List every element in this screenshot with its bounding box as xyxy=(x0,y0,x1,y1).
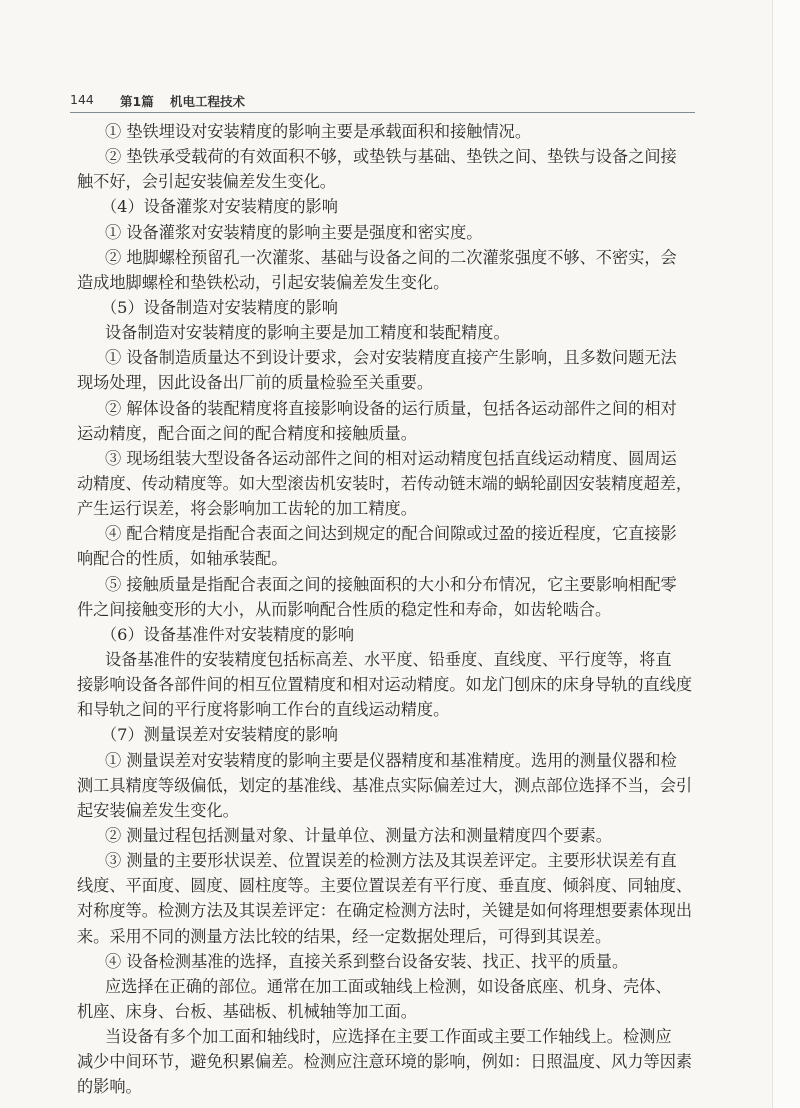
text-line: 产生运行误差，将会影响加工齿轮的加工精度。 xyxy=(77,499,417,519)
text-line: （7）测量误差对安装精度的影响 xyxy=(101,725,338,745)
text-line: （4）设备灌浆对安装精度的影响 xyxy=(101,197,338,217)
text-line: 的影响。 xyxy=(77,1077,142,1097)
text-line: 和导轨之间的平行度将影响工作台的直线运动精度。 xyxy=(77,700,450,720)
paragraph xyxy=(77,144,677,194)
running-header xyxy=(70,90,695,112)
section-heading xyxy=(77,194,658,219)
text-line: 件之间接触变形的大小，从而影响配合性质的稳定性和寿命，如齿轮啮合。 xyxy=(77,599,612,619)
text-line: （5）设备制造对安装精度的影响 xyxy=(101,297,338,317)
body-text xyxy=(77,119,693,1099)
text-line: 对称度等。检测方法及其误差评定：在确定检测方法时，关键是如何将理想要素体现出 xyxy=(77,901,693,921)
paragraph xyxy=(77,647,693,722)
paragraph xyxy=(77,119,658,144)
text-line: 起安装偏差发生变化。 xyxy=(77,800,239,820)
text-line: ② 测量过程包括测量对象、计量单位、测量方法和测量精度四个要素。 xyxy=(105,825,612,845)
text-line: 当设备有多个加工面和轴线时，应选择在主要工作面或主要工作轴线上。检测应 xyxy=(105,1027,672,1047)
text-line: ④ 设备检测基准的选择，直接关系到整台设备安装、找正、找平的质量。 xyxy=(105,951,629,971)
text-line: 机座、床身、台板、基础板、机械轴等加工面。 xyxy=(77,1001,417,1021)
text-line: ④ 配合精度是指配合表面之间达到规定的配合间隙或过盈的接近程度，它直接影 xyxy=(105,524,677,544)
paragraph xyxy=(77,446,693,521)
text-line: （6）设备基准件对安装精度的影响 xyxy=(101,624,355,644)
paragraph xyxy=(77,396,677,446)
text-line: 测工具精度等级偏低，划定的基准线、基准点实际偏差过大，测点部位选择不当，会引 xyxy=(77,775,693,795)
part-label: 第1篇 xyxy=(120,94,154,109)
paragraph xyxy=(77,320,658,345)
text-line: 线度、平面度、圆度、圆柱度等。主要位置误差有平行度、垂直度、倾斜度、同轴度、 xyxy=(77,876,693,896)
paragraph xyxy=(77,345,677,395)
text-line: 设备制造对安装精度的影响主要是加工精度和装配精度。 xyxy=(105,323,510,343)
section-heading xyxy=(77,622,658,647)
text-line: 应选择在正确的部位。通常在加工面或轴线上检测，如设备底座、机身、壳体、 xyxy=(105,976,672,996)
text-line: ① 垫铁埋设对安装精度的影响主要是承载面积和接触情况。 xyxy=(105,122,532,141)
paragraph xyxy=(77,748,693,823)
paragraph xyxy=(77,949,658,974)
text-line: ② 垫铁承受载荷的有效面积不够，或垫铁与基础、垫铁之间、垫铁与设备之间接 xyxy=(105,147,677,167)
text-line: 运动精度，配合面之间的配合精度和接触质量。 xyxy=(77,423,417,443)
text-line: 设备基准件的安装精度包括标高差、水平度、铅垂度、直线度、平行度等，将直 xyxy=(105,649,672,669)
paragraph xyxy=(77,572,677,622)
text-line: ③ 测量的主要形状误差、位置误差的检测方法及其误差评定。主要形状误差有直 xyxy=(105,851,677,871)
section-heading xyxy=(77,722,658,747)
text-line: ② 地脚螺栓预留孔一次灌浆、基础与设备之间的二次灌浆强度不够、不密实，会 xyxy=(105,247,677,267)
text-line: 响配合的性质，如轴承装配。 xyxy=(77,549,288,569)
text-line: ③ 现场组装大型设备各运动部件之间的相对运动精度包括直线运动精度、圆周运 xyxy=(105,448,677,468)
paragraph xyxy=(77,220,658,245)
text-line: 触不好，会引起安装偏差发生变化。 xyxy=(77,172,336,192)
text-line: 造成地脚螺栓和垫铁松动，引起安装偏差发生变化。 xyxy=(77,272,450,292)
text-line: ① 测量误差对安装精度的影响主要是仪器精度和基准精度。选用的测量仪器和检 xyxy=(105,750,677,770)
chapter-title: 机电工程技术 xyxy=(170,94,246,109)
header-rule xyxy=(70,112,695,113)
text-line: ② 解体设备的装配精度将直接影响设备的运行质量，包括各运动部件之间的相对 xyxy=(105,398,677,418)
text-line: 动精度、传动精度等。如大型滚齿机安装时，若传动链末端的蜗轮副因安装精度超差， xyxy=(77,473,693,493)
paragraph xyxy=(77,974,672,1024)
paragraph xyxy=(77,245,677,295)
paragraph xyxy=(77,823,658,848)
text-line: 减少中间环节，避免积累偏差。检测应注意环境的影响，例如：日照温度、风力等因素 xyxy=(77,1052,693,1072)
text-line: ① 设备灌浆对安装精度的影响主要是强度和密实度。 xyxy=(105,222,483,242)
paragraph xyxy=(77,848,693,949)
paragraph xyxy=(77,1024,693,1099)
page-number: 144 xyxy=(70,92,94,107)
text-line: ⑤ 接触质量是指配合表面之间的接触面积的大小和分布情况，它主要影响相配零 xyxy=(105,574,677,594)
text-line: 接影响设备各部件间的相互位置精度和相对运动精度。如龙门刨床的床身导轨的直线度 xyxy=(77,675,693,695)
section-heading xyxy=(77,295,658,320)
text-line: 现场处理，因此设备出厂前的质量检验至关重要。 xyxy=(77,373,434,393)
paragraph xyxy=(77,521,677,571)
text-line: 来。采用不同的测量方法比较的结果，经一定数据处理后，可得到其误差。 xyxy=(77,926,612,946)
text-line: ① 设备制造质量达不到设计要求，会对安装精度直接产生影响，且多数问题无法 xyxy=(105,348,677,368)
